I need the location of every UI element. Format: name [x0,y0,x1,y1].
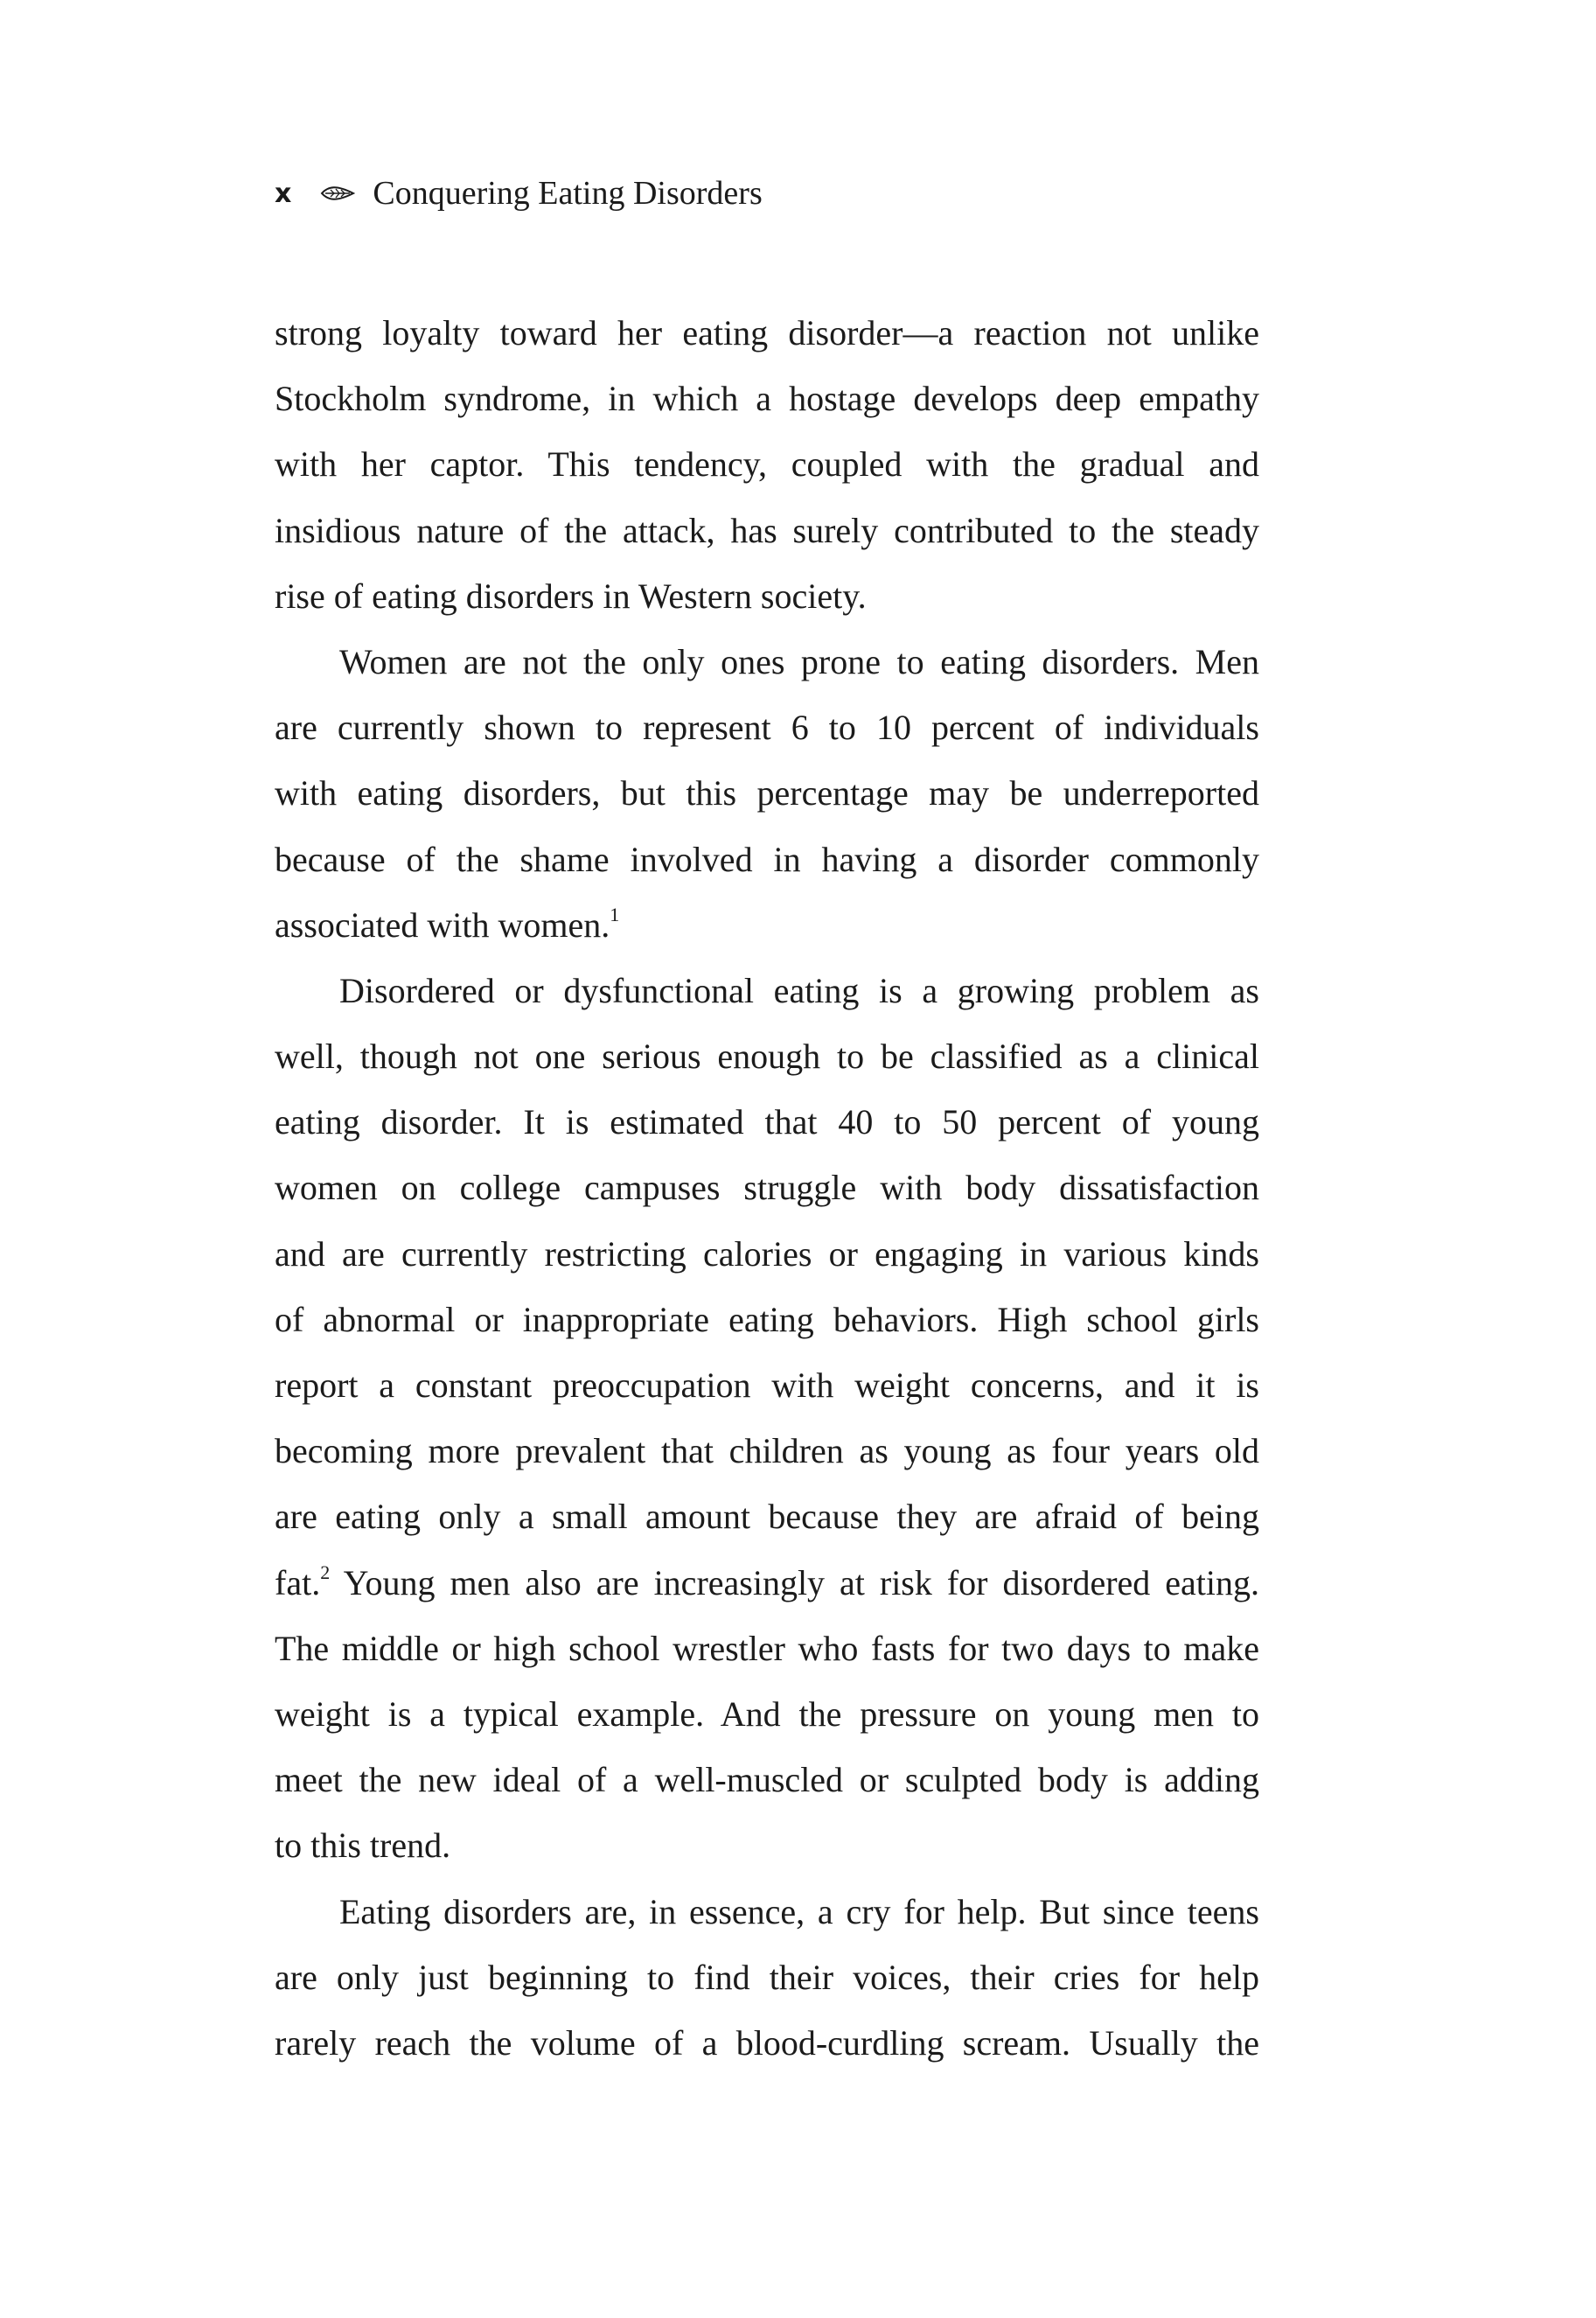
text-line [275,1418,1259,1484]
text-line-content: insidious nature of the attack, has surely contributed to the steady [275,510,1259,550]
text-line [275,563,1259,629]
text-line [275,958,1259,1023]
text-line [275,1616,1259,1681]
text-line-content: Young men also are increasingly at risk for disordered eating. [330,1562,1259,1602]
text-line [275,827,1259,892]
text-line-content: rise of eating disorders in Western society. [275,576,867,616]
body-text [275,300,1259,2076]
text-line [275,431,1259,497]
text-line-content: associated with women. [275,904,610,945]
text-line-content: are eating only a small amount because they are afraid of being [275,1497,1259,1537]
text-line [275,1287,1259,1352]
text-line [275,1879,1259,1944]
text-line [275,1812,1259,1878]
text-line-content: with eating disorders, but this percentage may be underreported [275,773,1259,813]
text-line [275,1155,1259,1220]
text-line-content: meet the new ideal of a well-muscled or sculpted body is adding [275,1760,1259,1800]
text-line [275,1023,1259,1089]
text-line [275,1089,1259,1155]
text-line [275,1747,1259,1812]
text-line [275,892,1259,958]
book-title: Conquering Eating Disorders [373,175,763,212]
footnote-marker: 1 [610,903,620,925]
footnote-marker: 2 [320,1560,331,1583]
text-line-content: weight is a typical example. And the pressure on young men to [275,1693,1259,1734]
text-line [275,1484,1259,1549]
text-line [275,760,1259,826]
text-line-content: well, though not one serious enough to be classified as a clinical [275,1037,1259,1077]
text-line-content: Women are not the only ones prone to eating disorders. Men [339,641,1259,681]
text-line-content: women on college campuses struggle with body dissatisfaction [275,1168,1259,1208]
running-head [275,171,763,215]
text-line-content: Stockholm syndrome, in which a hostage develops deep empathy [275,379,1259,419]
text-line [275,2010,1259,2076]
text-line [275,629,1259,695]
text-line-content: strong loyalty toward her eating disorder—a reaction not unlike [275,313,1259,353]
text-line-content: and are currently restricting calories or engaging in various kinds [275,1233,1259,1274]
text-line [275,300,1259,366]
page-number: x [275,178,293,209]
text-line [275,498,1259,563]
text-line [275,1221,1259,1287]
text-line-prefix: fat. [275,1562,321,1602]
text-line-content: becoming more prevalent that children as young as four years old [275,1431,1259,1471]
text-line [275,1550,1259,1616]
text-line-content: rarely reach the volume of a blood-curdling scream. Usually the [275,2022,1259,2063]
text-line-content: Disordered or dysfunctional eating is a growing problem as [339,970,1259,1010]
text-line-content: are currently shown to represent 6 to 10 percent of individuals [275,708,1259,748]
text-line-content: to this trend. [275,1826,451,1866]
text-line-content: of abnormal or inappropriate eating behaviors. High school girls [275,1299,1259,1339]
text-line-content: eating disorder. It is estimated that 40 to 50 percent of young [275,1102,1259,1142]
text-line-content: are only just beginning to find their voices, their cries for help [275,1957,1259,1997]
text-line [275,1681,1259,1747]
text-line-content: with her captor. This tendency, coupled with the gradual and [275,444,1259,485]
text-line [275,695,1259,760]
text-line-content: Eating disorders are, in essence, a cry for help. But since teens [339,1891,1259,1931]
text-line [275,1352,1259,1418]
text-line-content: because of the shame involved in having a disorder commonly [275,839,1259,879]
text-line [275,366,1259,431]
text-line-content: The middle or high school wrestler who fasts for two days to make [275,1628,1259,1668]
text-line [275,1944,1259,2010]
leaf-ornament-icon [320,184,355,203]
text-line-content: report a constant preoccupation with weight concerns, and it is [275,1365,1259,1405]
